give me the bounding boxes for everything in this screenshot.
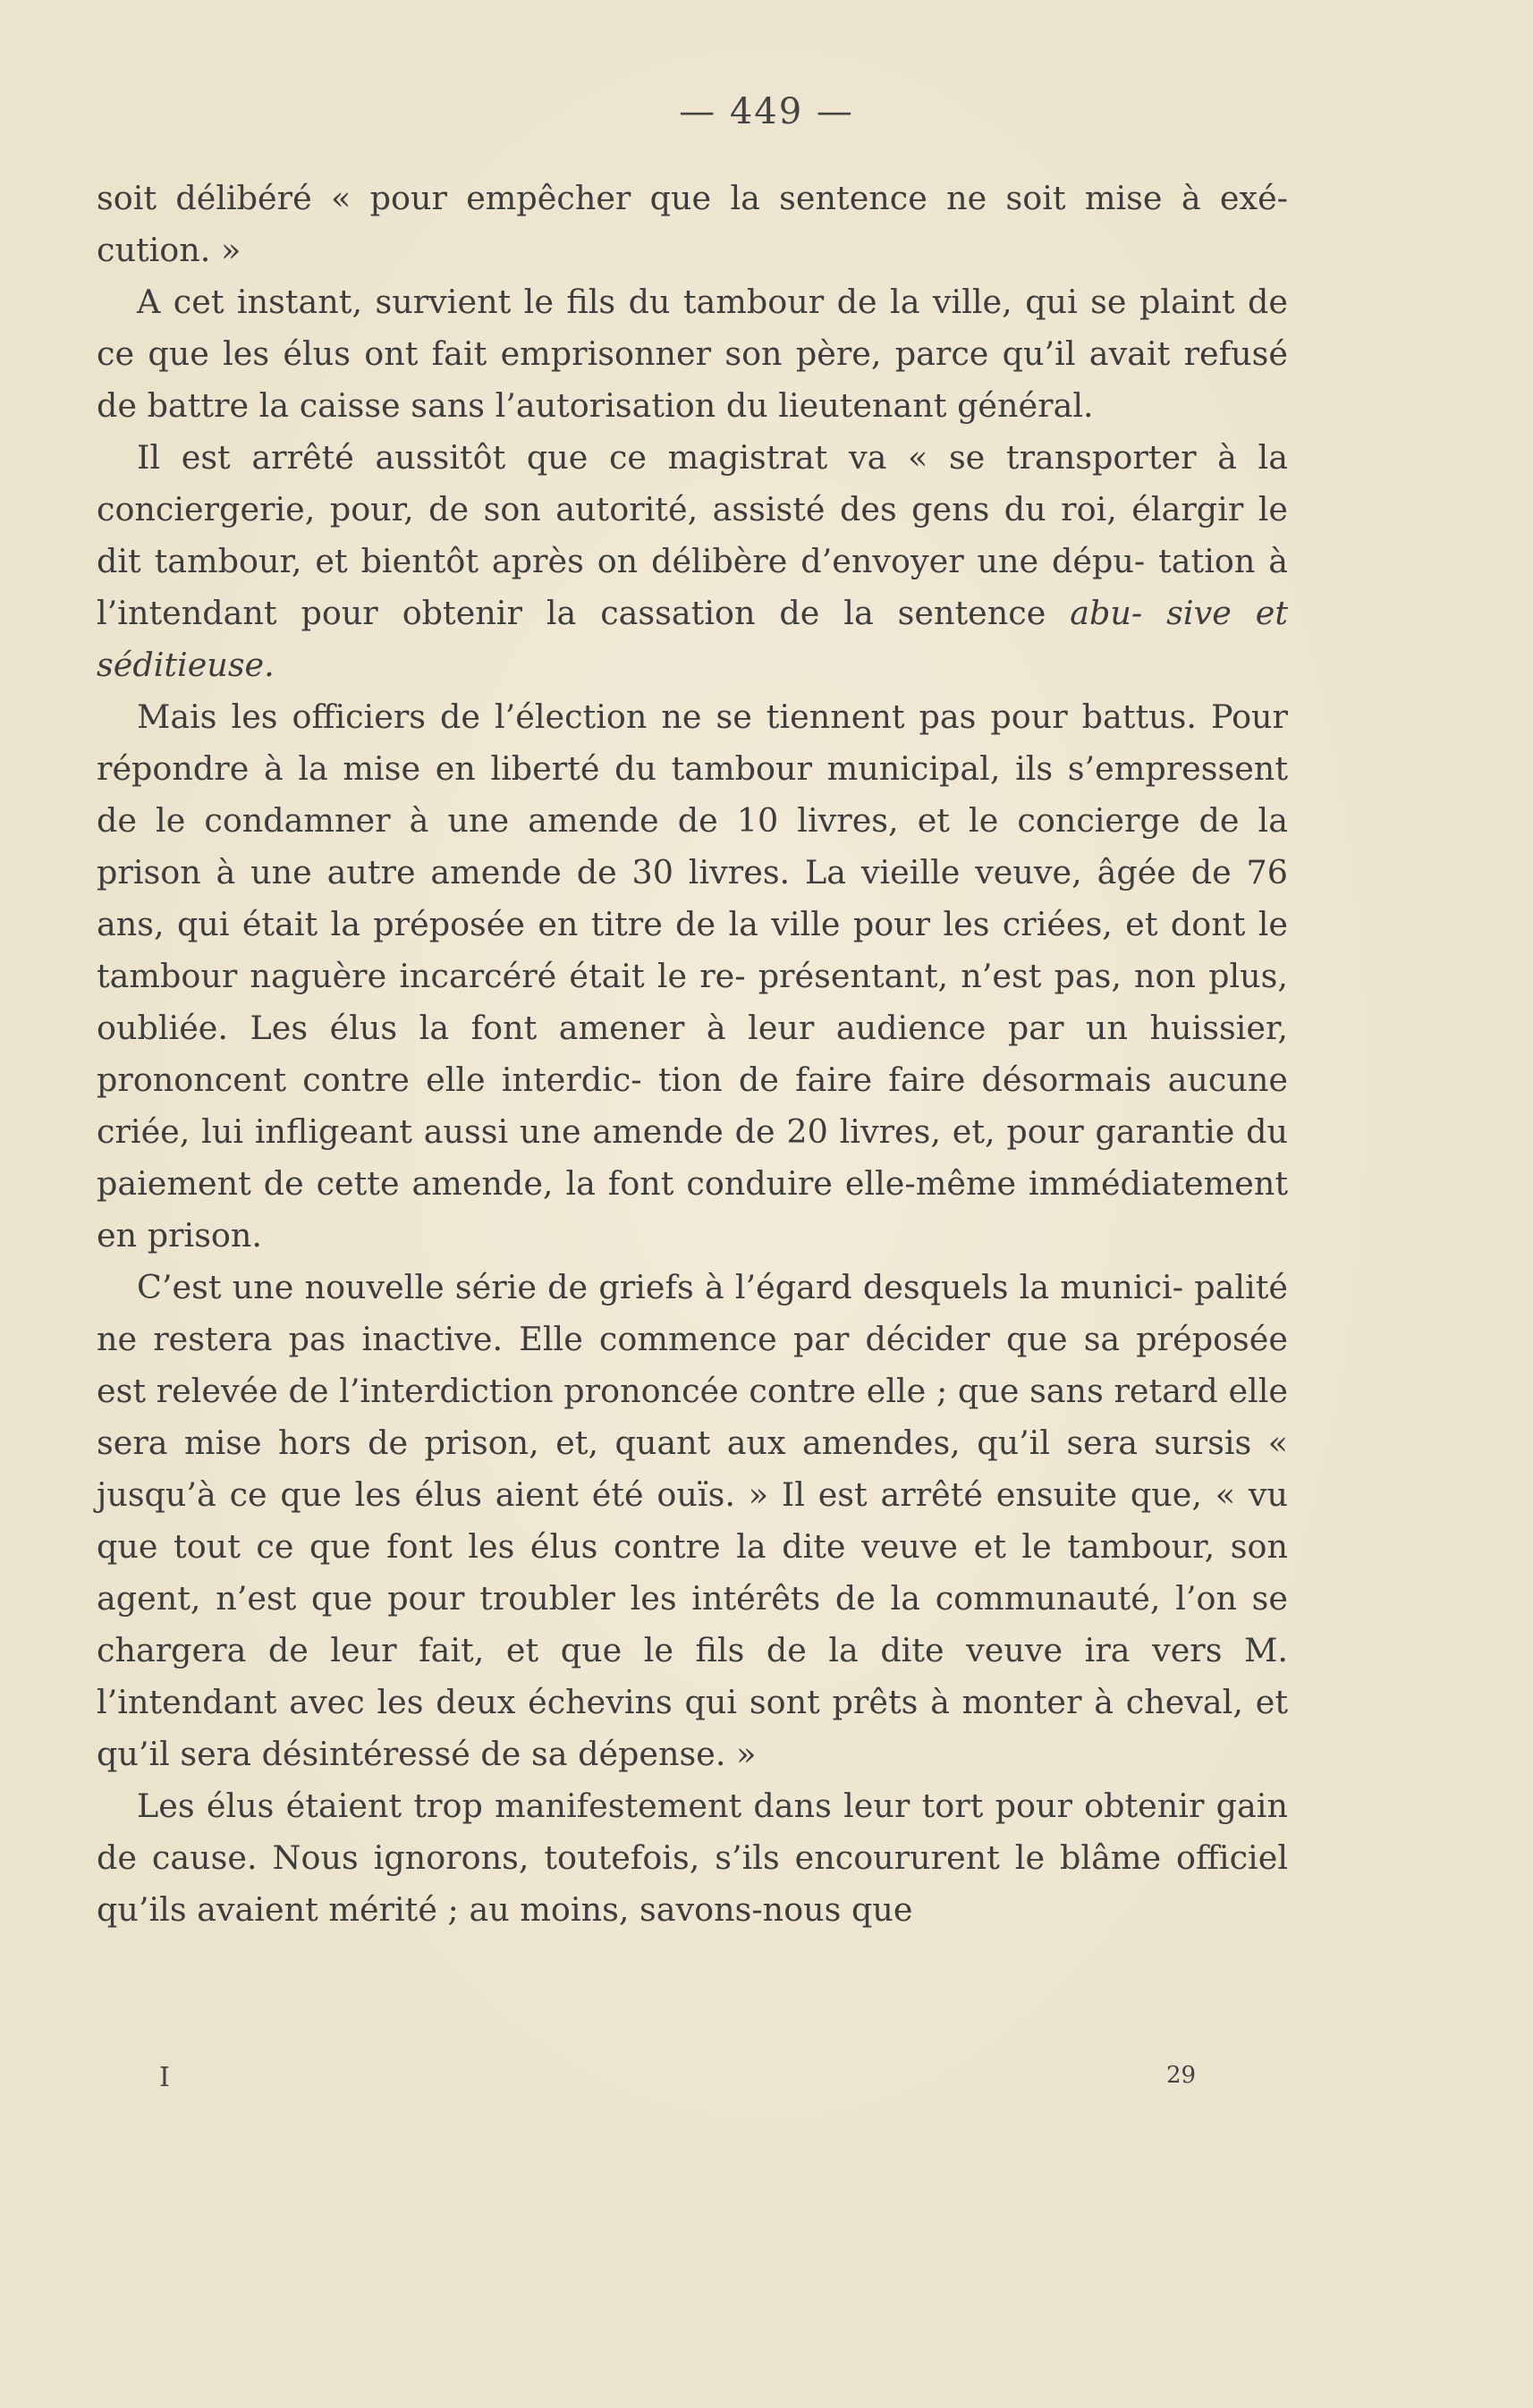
paragraph-1: soit délibéré « pour empêcher que la sentence ne soit mise à exé- cution. » [97,179,1288,269]
paragraph-3-italic: abu- sive et séditieuse. [97,594,1288,684]
paragraph-2: A cet instant, survient le fils du tambour de la ville, qui se plaint de ce que les élus ont fait emprisonner son père, parce qu’il avait refusé de battre la caisse sans l’autorisation du lieutenant général. [97,283,1288,425]
paragraph-3-text: Il est arrêté aussitôt que ce magistrat va « se transporter à la conciergerie, pour, de son autorité, assisté des gens du roi, élargir le dit tambour, et bientôt après on délibère d’envoyer une dépu- tation à l’intendant pour obtenir la cassation de la sentence [97,438,1288,632]
body-text [97,173,1288,1936]
signature-mark: 29 [1166,2062,1197,2089]
paragraph-5: C’est une nouvelle série de griefs à l’égard desquels la munici- palité ne restera pas inactive. Elle commence par décider que sa préposée est relevée de l’interdiction prononcée contre elle ; que sans retard elle sera mise hors de prison, et, quant aux amendes, qu’il sera sursis « jusqu’à ce que les élus aient été ouïs. » Il est arrêté ensuite que, « vu que tout ce que font les élus contre la dite veuve et le tambour, son agent, n’est que pour troubler les intérêts de la communauté, l’on se chargera de leur fait, et que le fils de la dite veuve ira vers M. l’intendant avec les deux échevins qui sont prêts à monter à cheval, et qu’il sera désintéressé de sa dépense. » [97,1268,1288,1773]
paragraph-4: Mais les officiers de l’élection ne se tiennent pas pour battus. Pour répondre à la mise en liberté du tambour municipal, ils s’empressent de le condamner à une amende de 10 livres, et le concierge de la prison à une autre amende de 30 livres. La vieille veuve, âgée de 76 ans, qui était la préposée en titre de la ville pour les criées, et dont le tambour naguère incarcéré était le re- présentant, n’est pas, non plus, oubliée. Les élus la font amener à leur audience par un huissier, prononcent contre elle interdic- tion de faire faire désormais aucune criée, lui infligeant aussi une amende de 20 livres, et, pour garantie du paiement de cette amende, la font conduire elle-même immédiatement en prison. [97,697,1288,1255]
volume-mark: I [159,2062,170,2093]
page-number: — 449 — [679,91,854,132]
paragraph-3 [97,432,1288,691]
paragraph-6: Les élus étaient trop manifestement dans leur tort pour obtenir gain de cause. Nous ignorons, toutefois, s’ils encoururent le blâme officiel qu’ils avaient mérité ; au moins, savons-nous que [97,1787,1288,1929]
